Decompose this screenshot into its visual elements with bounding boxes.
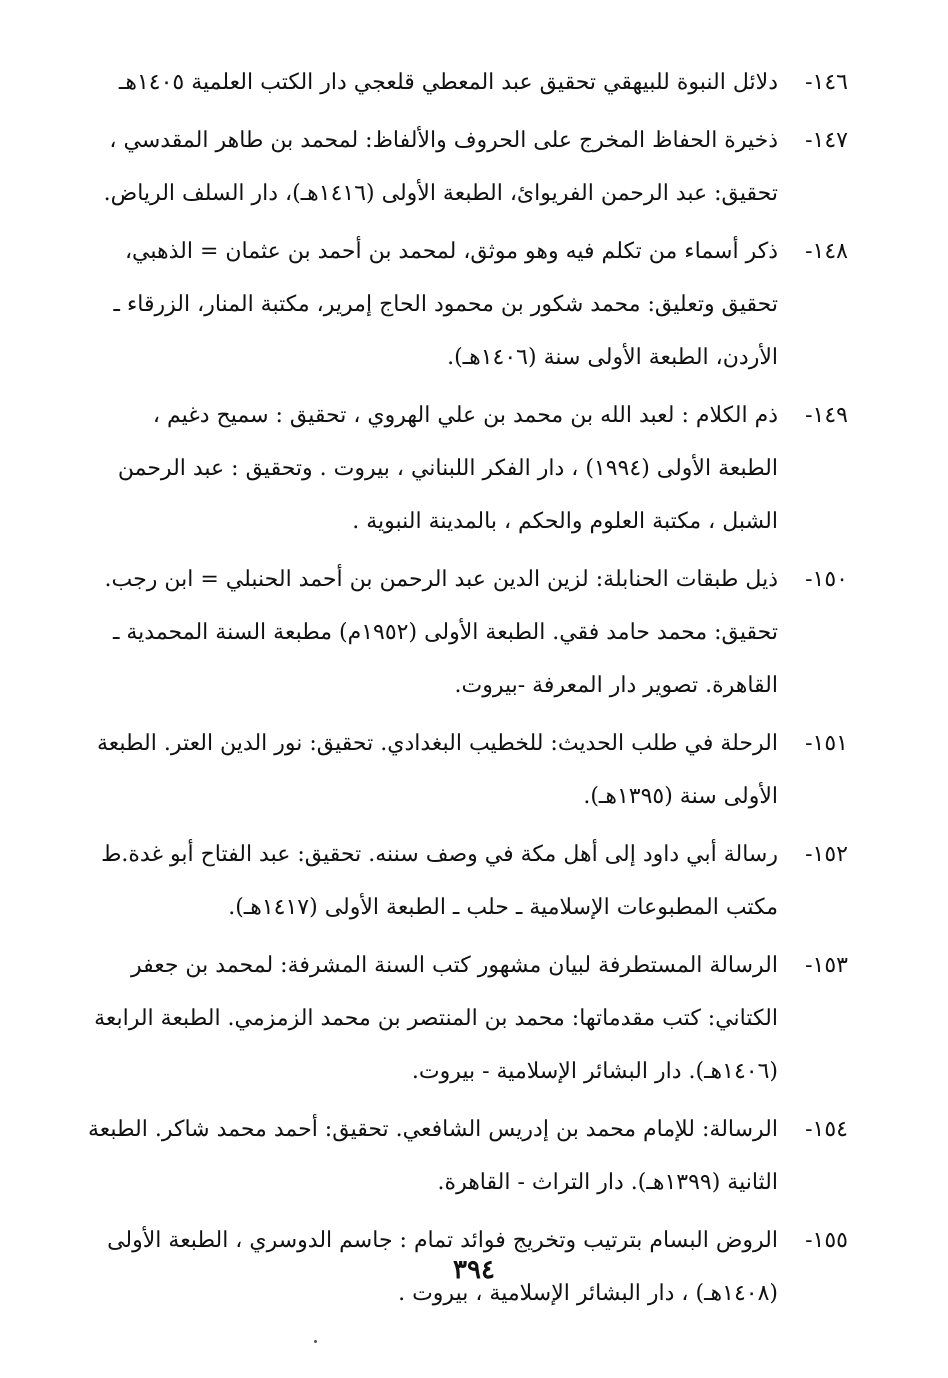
entry-text	[78, 1103, 778, 1209]
entry-number: ١٥١-	[805, 731, 848, 756]
entry-line: القاهرة. تصوير دار المعرفة -بيروت.	[454, 673, 778, 698]
bibliography-entry	[78, 1103, 848, 1209]
entry-text	[78, 56, 778, 109]
entry-line: الرسالة المستطرفة لبيان مشهور كتب السنة المشرفة: لمحمد بن جعفر	[130, 953, 778, 978]
entry-line: الثانية (١٣٩٩هـ). دار التراث - القاهرة.	[437, 1170, 778, 1195]
entry-text	[78, 717, 778, 823]
entry-line: تحقيق: محمد حامد فقي. الطبعة الأولى (١٩٥٢م) مطبعة السنة المحمدية ـ	[112, 620, 778, 645]
entry-line: ذخيرة الحفاظ المخرج على الحروف والألفاظ: لمحمد بن طاهر المقدسي ،	[109, 128, 778, 153]
bibliography-entry	[78, 389, 848, 548]
entry-text	[78, 939, 778, 1098]
entry-line: الأولى سنة (١٣٩٥هـ).	[583, 784, 778, 809]
bibliography-entry	[78, 553, 848, 712]
bibliography-entry	[78, 225, 848, 384]
entry-number: ١٥٠-	[805, 567, 848, 592]
entry-number: ١٤٩-	[805, 403, 848, 428]
entry-line: الطبعة الأولى (١٩٩٤) ، دار الفكر اللبناني ، بيروت . وتحقيق : عبد الرحمن	[117, 456, 778, 481]
entry-number: ١٥٤-	[805, 1117, 848, 1142]
entry-line: دلائل النبوة للبيهقي تحقيق عبد المعطي قلعجي دار الكتب العلمية ١٤٠٥هـ	[118, 70, 778, 95]
bibliography-entry	[78, 56, 848, 109]
entry-line: تحقيق وتعليق: محمد شكور بن محمود الحاج إمرير، مكتبة المنار، الزرقاء ـ	[113, 292, 778, 317]
entry-line: ذيل طبقات الحنابلة: لزين الدين عبد الرحمن بن أحمد الحنبلي = ابن رجب.	[104, 567, 778, 592]
entry-text	[78, 389, 778, 548]
entry-text	[78, 114, 778, 220]
bibliography-entry	[78, 717, 848, 823]
entry-line: تحقيق: عبد الرحمن الفريوائ، الطبعة الأولى (١٤١٦هـ)، دار السلف الرياض.	[103, 181, 778, 206]
entry-text	[78, 828, 778, 934]
entry-number: ١٥٣-	[805, 953, 848, 978]
entry-line: الكتاني: كتب مقدماتها: محمد بن المنتصر بن محمد الزمزمي. الطبعة الرابعة	[94, 1006, 778, 1031]
entry-line: الرحلة في طلب الحديث: للخطيب البغدادي. تحقيق: نور الدين العتر. الطبعة	[96, 731, 778, 756]
entry-line: مكتب المطبوعات الإسلامية ـ حلب ـ الطبعة الأولى (١٤١٧هـ).	[228, 895, 778, 920]
entry-text	[78, 225, 778, 384]
entry-text	[78, 553, 778, 712]
entry-line: ذكر أسماء من تكلم فيه وهو موثق، لمحمد بن أحمد بن عثمان = الذهبي،	[124, 239, 778, 264]
entry-line: الأردن، الطبعة الأولى سنة (١٤٠٦هـ).	[447, 345, 778, 370]
entry-line: رسالة أبي داود إلى أهل مكة في وصف سننه. تحقيق: عبد الفتاح أبو غدة.ط	[101, 842, 778, 867]
scan-speck	[314, 1340, 317, 1343]
page-number: ٣٩٤	[453, 1255, 495, 1285]
bibliography-list	[78, 56, 848, 1325]
entry-number: ١٤٨-	[805, 239, 848, 264]
entry-line: الرسالة: للإمام محمد بن إدريس الشافعي. تحقيق: أحمد محمد شاكر. الطبعة	[87, 1117, 778, 1142]
entry-number: ١٥٥-	[805, 1228, 848, 1253]
entry-line: (١٤٠٦هـ). دار البشائر الإسلامية - بيروت.	[411, 1059, 778, 1084]
entry-number: ١٥٢-	[805, 842, 848, 867]
entry-line: الشبل ، مكتبة العلوم والحكم ، بالمدينة النبوية .	[352, 509, 778, 534]
entry-number: ١٤٧-	[805, 128, 848, 153]
bibliography-entry	[78, 939, 848, 1098]
bibliography-entry	[78, 828, 848, 934]
bibliography-entry	[78, 114, 848, 220]
entry-line: ذم الكلام : لعبد الله بن محمد بن علي الهروي ، تحقيق : سميح دغيم ،	[152, 403, 778, 428]
entry-line: (١٤٠٨هـ) ، دار البشائر الإسلامية ، بيروت .	[398, 1281, 778, 1306]
entry-number: ١٤٦-	[805, 70, 848, 95]
entry-line: الروض البسام بترتيب وتخريج فوائد تمام : جاسم الدوسري ، الطبعة الأولى	[107, 1228, 778, 1253]
